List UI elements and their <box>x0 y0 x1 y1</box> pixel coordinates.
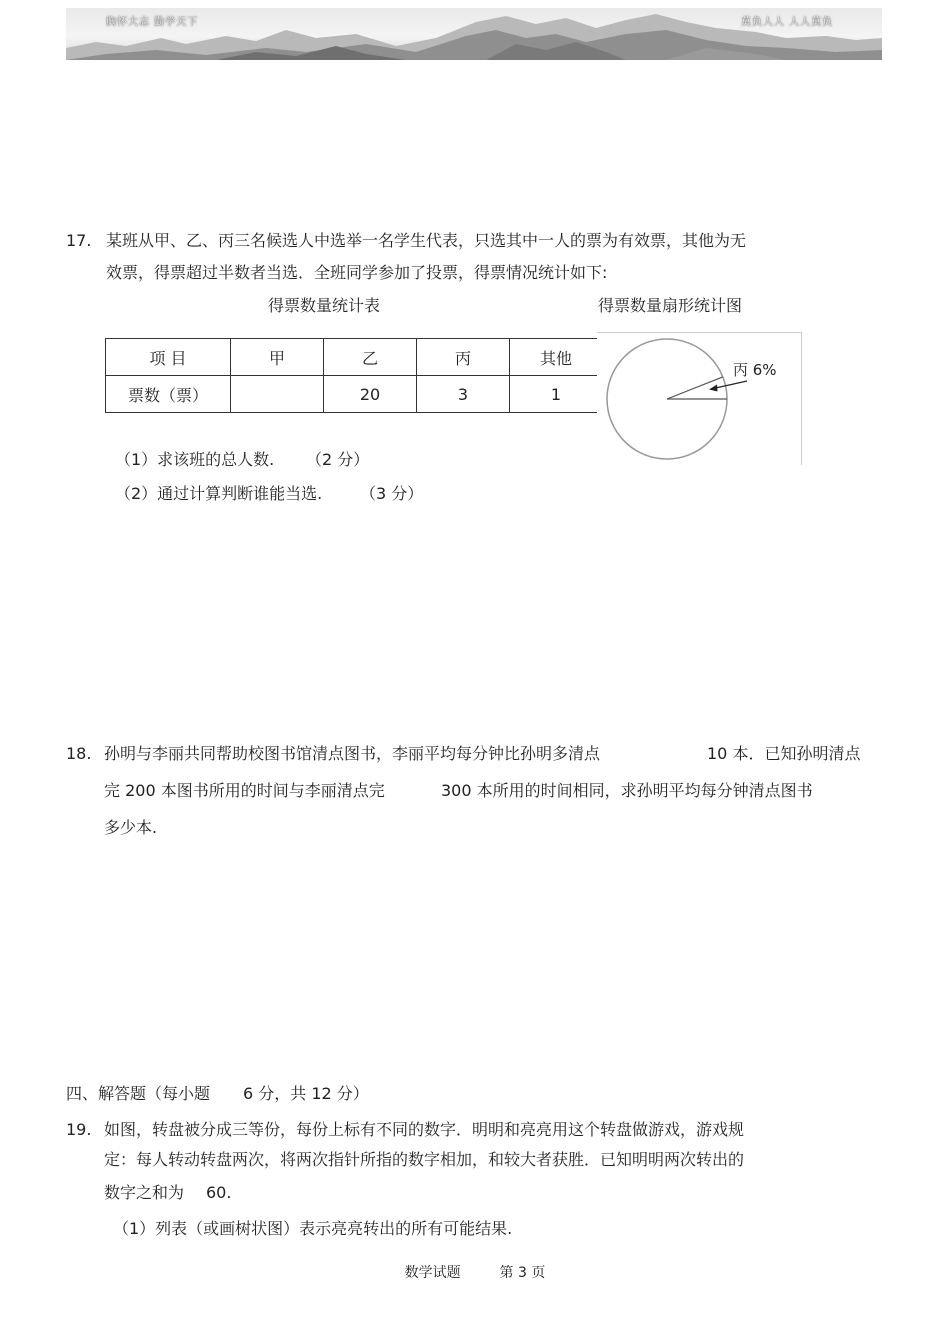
vote-count-table <box>105 338 603 413</box>
table-header-cell: 丙 <box>417 339 510 376</box>
table-cell: 1 <box>510 376 603 413</box>
question-18-line-1b: 10 本．已知孙明清点 <box>707 744 861 763</box>
table-header-cell: 其他 <box>510 339 603 376</box>
question-19-part-1: （1）列表（或画树状图）表示亮亮转出的所有可能结果. <box>113 1219 513 1238</box>
arrow-head-icon <box>709 385 718 392</box>
header-banner <box>66 8 882 60</box>
table-cell: 20 <box>324 376 417 413</box>
table-header-cell: 甲 <box>231 339 324 376</box>
table-header-cell: 乙 <box>324 339 417 376</box>
banner-left-text: 胸怀大志 勤学天下 <box>106 17 199 28</box>
question-17-line-1: 某班从甲、乙、丙三名候选人中选举一名学生代表，只选其中一人的票为有效票，其他为无 <box>106 231 747 250</box>
question-17-line-2: 效票，得票超过半数者当选．全班同学参加了投票，得票情况统计如下: <box>106 263 608 282</box>
question-19-line-1: 如图，转盘被分成三等份，每份上标有不同的数字．明明和亮亮用这个转盘做游戏，游戏规 <box>104 1120 745 1139</box>
page-footer <box>0 1262 950 1282</box>
section-4-heading-a: 四、解答题（每小题 <box>66 1084 211 1103</box>
question-18-line-2b: 300 本所用的时间相同，求孙明平均每分钟清点图书 <box>441 781 813 800</box>
banner-right-text: 莫负人人 人人莫负 <box>741 17 834 28</box>
question-17-number: 17. <box>66 231 92 250</box>
question-19-number: 19. <box>66 1120 92 1139</box>
footer-page-number: 第 3 页 <box>499 1265 546 1281</box>
question-19-line-3b: 60. <box>206 1183 232 1202</box>
table-header-cell: 项 目 <box>106 339 231 376</box>
question-17-part-2-score: （3 分） <box>360 484 424 503</box>
table-cell <box>231 376 324 413</box>
pie-chart <box>597 332 802 465</box>
table-title: 得票数量统计表 <box>268 296 381 315</box>
question-17-part-1-score: （2 分） <box>306 450 370 469</box>
question-17-part-1: （1）求该班的总人数. <box>115 450 275 469</box>
question-18-line-1a: 孙明与李丽共同帮助校图书馆清点图书，李丽平均每分钟比孙明多清点 <box>104 744 601 763</box>
question-18-line-3: 多少本. <box>104 818 158 837</box>
table-row-label: 票数（票） <box>106 376 231 413</box>
table-cell: 3 <box>417 376 510 413</box>
question-18-number: 18. <box>66 744 92 763</box>
question-18-line-2a: 完 200 本图书所用的时间与李丽清点完 <box>104 781 385 800</box>
question-17-part-2: （2）通过计算判断谁能当选. <box>115 484 323 503</box>
table-row <box>106 376 603 413</box>
pie-slice-label: 丙 6% <box>733 361 777 379</box>
table-header-row <box>106 339 603 376</box>
question-19-line-3a: 数字之和为 <box>104 1183 185 1202</box>
pie-chart-title: 得票数量扇形统计图 <box>598 296 743 315</box>
question-19-line-2: 定：每人转动转盘两次，将两次指针所指的数字相加，和较大者获胜．已知明明两次转出的 <box>104 1150 745 1169</box>
section-4-heading-b: 6 分，共 12 分） <box>243 1084 369 1103</box>
footer-subject: 数学试题 <box>404 1265 461 1281</box>
pie-chart-svg <box>597 333 801 465</box>
